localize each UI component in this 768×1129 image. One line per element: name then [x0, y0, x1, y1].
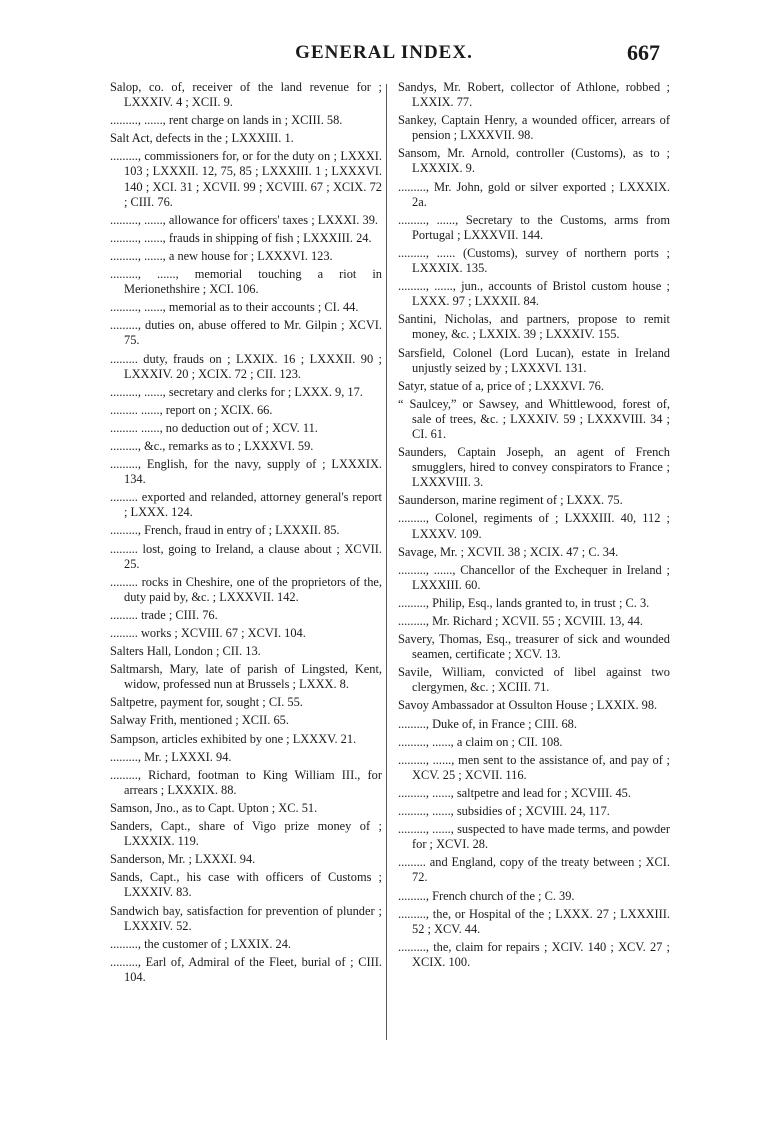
index-entry: Saltmarsh, Mary, late of parish of Lingsted, Kent, widow, professed nun at Brussels ; LXXX. 8.	[110, 662, 382, 692]
index-entry: ......... duty, frauds on ; LXXIX. 16 ; LXXXII. 90 ; LXXXIV. 20 ; XCIX. 72 ; CII. 123.	[110, 351, 382, 381]
index-entry: ......... and England, copy of the treaty between ; XCI. 72.	[398, 855, 670, 885]
index-entry: ........., Mr. ; LXXXI. 94.	[110, 749, 232, 764]
index-entry: Savoy Ambassador at Ossulton House ; LXXIX. 98.	[398, 698, 658, 713]
index-entry: ......... trade ; CIII. 76.	[110, 607, 218, 622]
index-entry: Sanders, Capt., share of Vigo prize money of ; LXXXIX. 119.	[110, 819, 382, 849]
index-entry: ........., commissioners for, or for the duty on ; LXXXI. 103 ; LXXXII. 12, 75, 85 ; LXXXIII. 1 ; LXXXVI. 140 ; XCI. 31 ; XCVII. 99 ; XCVIII. 67 ; XCIX. 72 ; CIII. 76.	[110, 149, 382, 209]
index-entry: Salway Frith, mentioned ; XCII. 65.	[110, 713, 289, 728]
index-entry: ........., Duke of, in France ; CIII. 68.	[398, 716, 577, 731]
index-entry: ........., Philip, Esq., lands granted to, in trust ; C. 3.	[398, 595, 650, 610]
index-entry: ........., Earl of, Admiral of the Fleet, burial of ; CIII. 104.	[110, 954, 382, 984]
index-entry: Sandys, Mr. Robert, collector of Athlone, robbed ; LXXIX. 77.	[398, 80, 670, 110]
index-entry: ........., the, claim for repairs ; XCIV. 140 ; XCV. 27 ; XCIX. 100.	[398, 939, 670, 969]
index-entry: ........., the, or Hospital of the ; LXXX. 27 ; LXXXIII. 52 ; XCV. 44.	[398, 906, 670, 936]
index-entry: ........., ......, memorial as to their accounts ; CI. 44.	[110, 300, 359, 315]
index-entry: “ Saulcey,” or Sawsey, and Whittlewood, forest of, sale of trees, &c. ; LXXXIV. 59 ; LXXXVIII. 34 ; CI. 61.	[398, 396, 670, 441]
index-entry: ........., ......, suspected to have made terms, and powder for ; XCVI. 28.	[398, 822, 670, 852]
index-entry: Saunderson, marine regiment of ; LXXX. 75.	[398, 493, 623, 508]
page-header	[0, 40, 768, 70]
index-entry: Savile, William, convicted of libel against two clergymen, &c. ; XCIII. 71.	[398, 665, 670, 695]
page-title: GENERAL INDEX.	[295, 42, 473, 63]
index-entry: ........., English, for the navy, supply of ; LXXXIX. 134.	[110, 457, 382, 487]
index-entry: Sampson, articles exhibited by one ; LXXXV. 21.	[110, 731, 357, 746]
index-entry: Saltpetre, payment for, sought ; CI. 55.	[110, 695, 303, 710]
index-entry: Savery, Thomas, Esq., treasurer of sick and wounded seamen, certificate ; XCV. 13.	[398, 632, 670, 662]
index-entry: Salt Act, defects in the ; LXXXIII. 1.	[110, 131, 294, 146]
index-entry: Saunders, Captain Joseph, an agent of French smugglers, hired to convey conspirators to France ; LXXXVIII. 3.	[398, 445, 670, 490]
index-entry: Sanderson, Mr. ; LXXXI. 94.	[110, 852, 256, 867]
index-entry: Satyr, statue of a, price of ; LXXXVI. 76.	[398, 378, 604, 393]
column-divider	[386, 84, 387, 1040]
index-entry: ........., duties on, abuse offered to Mr. Gilpin ; XCVI. 75.	[110, 318, 382, 348]
index-entry: ........., Richard, footman to King William III., for arrears ; LXXXIX. 88.	[110, 767, 382, 797]
left-column	[110, 80, 382, 988]
index-entry: ........., ......, saltpetre and lead for ; XCVIII. 45.	[398, 785, 631, 800]
index-entry: ........., Mr. Richard ; XCVII. 55 ; XCVIII. 13, 44.	[398, 614, 644, 628]
index-entry: ........., ...... (Customs), survey of northern ports ; LXXXIX. 135.	[398, 245, 670, 276]
index-entry: ......... works ; XCVIII. 67 ; XCVI. 104.	[110, 626, 306, 640]
index-entry: Sands, Capt., his case with officers of Customs ; LXXXIV. 83.	[110, 870, 382, 900]
index-entry: ........., French, fraud in entry of ; LXXXII. 85.	[110, 523, 340, 538]
index-entry: Sansom, Mr. Arnold, controller (Customs), as to ; LXXXIX. 9.	[398, 146, 670, 176]
index-entry: ........., ......, secretary and clerks for ; LXXX. 9, 17.	[110, 384, 363, 399]
index-entry: ........., ......, men sent to the assistance of, and pay of ; XCV. 25 ; XCVII. 116.	[398, 752, 670, 782]
index-entry: ......... ......, no deduction out of ; XCV. 11.	[110, 420, 318, 435]
index-entry: ......... rocks in Cheshire, one of the proprietors of the, duty paid by, &c. ; LXXXVII. 142.	[110, 574, 382, 604]
index-entry: Salop, co. of, receiver of the land revenue for ; LXXXIV. 4 ; XCII. 9.	[110, 80, 382, 110]
index-entry: ........., ......, Secretary to the Customs, arms from Portugal ; LXXXVII. 144.	[398, 212, 670, 242]
index-entry: ........., Mr. John, gold or silver exported ; LXXXIX. 2a.	[398, 179, 670, 209]
index-entry: ........., ......, rent charge on lands in ; XCIII. 58.	[110, 113, 343, 128]
index-entry: ........., ......, jun., accounts of Bristol custom house ; LXXX. 97 ; LXXXII. 84.	[398, 279, 670, 309]
index-entry: Salters Hall, London ; CII. 13.	[110, 644, 261, 659]
index-entry: ........., ......, a claim on ; CII. 108.	[398, 734, 563, 749]
index-entry: ......... exported and relanded, attorney general's report ; LXXX. 124.	[110, 490, 382, 520]
index-entry: Santini, Nicholas, and partners, propose to remit money, &c. ; LXXIX. 39 ; LXXXIV. 155.	[398, 312, 670, 342]
index-entry: ........., the customer of ; LXXIX. 24.	[110, 936, 292, 951]
index-entry: ......... lost, going to Ireland, a clause about ; XCVII. 25.	[110, 541, 382, 571]
index-entry: ........., ......, allowance for officers' taxes ; LXXXI. 39.	[110, 212, 378, 227]
right-column	[398, 80, 670, 973]
page-number: 667	[627, 40, 660, 65]
index-entry: ........., ......, Chancellor of the Exchequer in Ireland ; LXXXIII. 60.	[398, 562, 670, 592]
index-entry: ......... ......, report on ; XCIX. 66.	[110, 402, 273, 417]
index-entry: ........., French church of the ; C. 39.	[398, 888, 575, 903]
index-entry: ........., Colonel, regiments of ; LXXXIII. 40, 112 ; LXXXV. 109.	[398, 511, 670, 541]
index-entry: ........., ......, memorial touching a riot in Merionethshire ; XCI. 106.	[110, 267, 382, 297]
index-entry: Savage, Mr. ; XCVII. 38 ; XCIX. 47 ; C. 34.	[398, 544, 619, 559]
index-entry: ........., &c., remarks as to ; LXXXVI. 59.	[110, 438, 314, 453]
index-entry: Samson, Jno., as to Capt. Upton ; XC. 51.	[110, 800, 318, 815]
index-entry: ........., ......, a new house for ; LXXXVI. 123.	[110, 248, 333, 263]
index-entry: ........., ......, subsidies of ; XCVIII. 24, 117.	[398, 804, 610, 819]
index-entry: Sankey, Captain Henry, a wounded officer, arrears of pension ; LXXXVII. 98.	[398, 113, 670, 143]
index-entry: ........., ......, frauds in shipping of fish ; LXXXIII. 24.	[110, 230, 372, 245]
index-entry: Sarsfield, Colonel (Lord Lucan), estate in Ireland unjustly seized by ; LXXXVI. 131.	[398, 345, 670, 375]
index-entry: Sandwich bay, satisfaction for prevention of plunder ; LXXXIV. 52.	[110, 903, 382, 933]
